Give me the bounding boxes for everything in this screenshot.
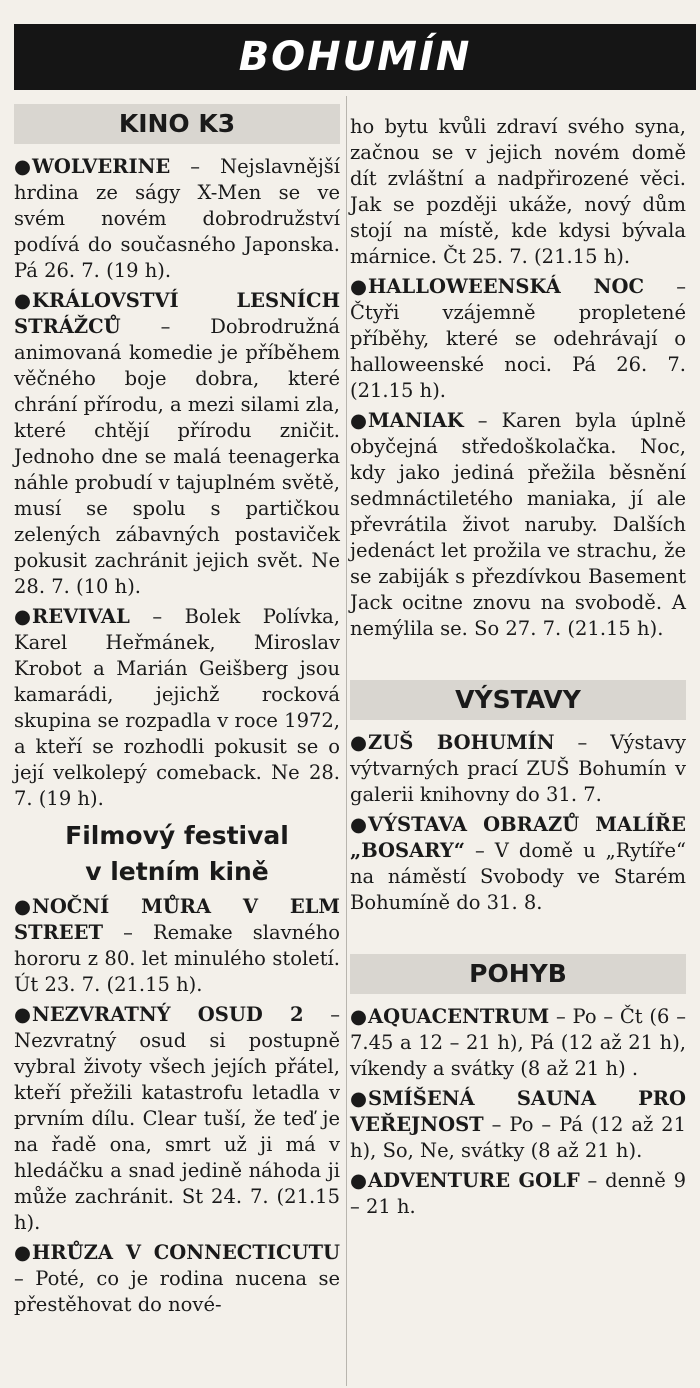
- listing-title: NOČNÍ MŮRA V ELM STREET: [14, 895, 340, 944]
- listing-title: AQUACENTRUM: [368, 1005, 550, 1028]
- listing-title: KRÁLOVSTVÍ LESNÍCH STRÁŽCŮ: [14, 289, 340, 338]
- listing-entry: [350, 1004, 686, 1082]
- listing-text: – Nejslavnější hrdina ze ságy X-Men se ve svém novém dobrodružství podívá do současného Japonska. Pá 26. 7. (19 h).: [14, 155, 340, 282]
- listing-text: – Poté, co je rodina nucena se přestěhovat do nové-: [14, 1267, 340, 1316]
- bullet-icon: ●: [14, 155, 32, 178]
- listing-text: – denně 9 – 21 h.: [350, 1169, 686, 1218]
- listing-title: REVIVAL: [32, 605, 130, 628]
- listing-entry: [350, 730, 686, 808]
- listing-entry: [14, 288, 340, 600]
- bullet-icon: ●: [14, 1241, 32, 1264]
- left-column: [14, 98, 340, 1322]
- listing-entry: [14, 604, 340, 812]
- section-heading-vystavy: VÝSTAVY: [350, 680, 686, 720]
- festival-heading-line-2: v letním kině: [85, 857, 269, 886]
- bullet-icon: ●: [350, 275, 368, 298]
- bullet-icon: ●: [350, 409, 368, 432]
- listing-text: – Nezvratný osud si postupně vybral životy všech jejích přátel, kteří přežili katastrofu letadla v prvním dílu. Clear tuší, že teď je na řadě ona, smrt už ji má v hledáčku a snad jedině náhoda ji může zachránit. St 24. 7. (21.15 h).: [14, 1003, 340, 1234]
- listing-entry: [350, 408, 686, 642]
- listing-title: HRŮZA V CONNECTICUTU: [32, 1241, 340, 1264]
- listing-entry: [14, 894, 340, 998]
- listing-text: – Čtyři vzájemně propletené příběhy, které se odehrávají o halloweenské noci. Pá 26. 7. (21.15 h).: [350, 275, 687, 402]
- section-heading-kino: KINO K3: [14, 104, 340, 144]
- listing-entry: [14, 1240, 340, 1318]
- listing-title: WOLVERINE: [32, 155, 171, 178]
- listing-title: NEZVRATNÝ OSUD 2: [32, 1003, 304, 1026]
- spacer: [350, 920, 686, 948]
- spacer: [350, 646, 686, 674]
- listing-entry: [350, 1086, 686, 1164]
- bullet-icon: ●: [350, 1169, 368, 1192]
- listing-title: HALLOWEENSKÁ NOC: [368, 275, 644, 298]
- listing-text: – Po – Pá (12 až 21 h), So, Ne, svátky (8 až 21 h).: [350, 1113, 686, 1162]
- listing-text: – Bolek Polívka, Karel Heřmánek, Miroslav Krobot a Marián Geišberg jsou kamarádi, jejichž rocková skupina se rozpadla v roce 1972, a kteří se rozhodli pokusit se o její velkolepý comeback. Ne 28. 7. (19 h).: [14, 605, 340, 810]
- right-column: [350, 114, 686, 1224]
- bullet-icon: ●: [350, 1087, 368, 1110]
- listing-entry: [14, 154, 340, 284]
- listing-title: ADVENTURE GOLF: [368, 1169, 580, 1192]
- listing-text: – Výstavy výtvarných prací ZUŠ Bohumín v galerii knihovny do 31. 7.: [350, 731, 686, 806]
- listing-title: ZUŠ BOHUMÍN: [368, 731, 555, 754]
- listing-text: – Remake slavného hororu z 80. let minulého století. Út 23. 7. (21.15 h).: [14, 921, 340, 996]
- listing-text: – Po – Čt (6 – 7.45 a 12 – 21 h), Pá (12 až 21 h), víkendy a svátky (8 až 21 h) .: [350, 1005, 686, 1080]
- listing-title: VÝSTAVA OBRAZŮ MALÍŘE „BOSARY“: [350, 813, 686, 862]
- listing-text: – Karen byla úplně obyčejná středoškolačka. Noc, kdy jako jediná přežila běsnění sedmnáctiletého maniaka, jí ale převrátila život naruby. Dalších jedenáct let prožila ve strachu, že se zabiják s přezdívkou Basement Jack ocitne znovu na svobodě. A nemýlila se. So 27. 7. (21.15 h).: [350, 409, 686, 640]
- bullet-icon: ●: [350, 731, 368, 754]
- listing-text: – V domě u „Rytíře“ na náměstí Svobody ve Starém Bohumíně do 31. 8.: [350, 839, 686, 914]
- listing-entry: [350, 1168, 686, 1220]
- festival-heading-line-1: Filmový festival: [65, 821, 289, 850]
- festival-heading: [14, 818, 340, 890]
- listing-entry: [350, 812, 686, 916]
- bullet-icon: ●: [14, 1003, 32, 1026]
- listing-continuation: ho bytu kvůli zdraví svého syna, začnou se v jejich novém domě dít zvláštní a nadpřirozené věci. Jak se později ukáže, nový dům stojí na místě, kde kdysi bývala márnice. Čt 25. 7. (21.15 h).: [350, 115, 686, 268]
- listing-title: SMÍŠENÁ SAUNA PRO VEŘEJNOST: [350, 1087, 686, 1136]
- listing-text: – Dobrodružná animovaná komedie je příběhem věčného boje dobra, které chrání přírodu, a mezi silami zla, které chtějí přírodu zničit. Jednoho dne se malá teenagerka náhle probudí v tajuplném světě, musí se spolu s partičkou zelených zábavných postaviček pokusit zachránit jejich svět. Ne 28. 7. (10 h).: [14, 315, 340, 598]
- masthead-banner: [14, 24, 696, 90]
- masthead-title: BOHUMÍN: [238, 34, 472, 80]
- column-divider: [346, 96, 347, 1386]
- section-heading-pohyb: POHYB: [350, 954, 686, 994]
- bullet-icon: ●: [350, 813, 368, 836]
- listing-entry: [14, 1002, 340, 1236]
- bullet-icon: ●: [14, 289, 32, 312]
- bullet-icon: ●: [14, 895, 32, 918]
- bullet-icon: ●: [350, 1005, 368, 1028]
- listing-title: MANIAK: [368, 409, 464, 432]
- listing-entry: [350, 274, 686, 404]
- bullet-icon: ●: [14, 605, 32, 628]
